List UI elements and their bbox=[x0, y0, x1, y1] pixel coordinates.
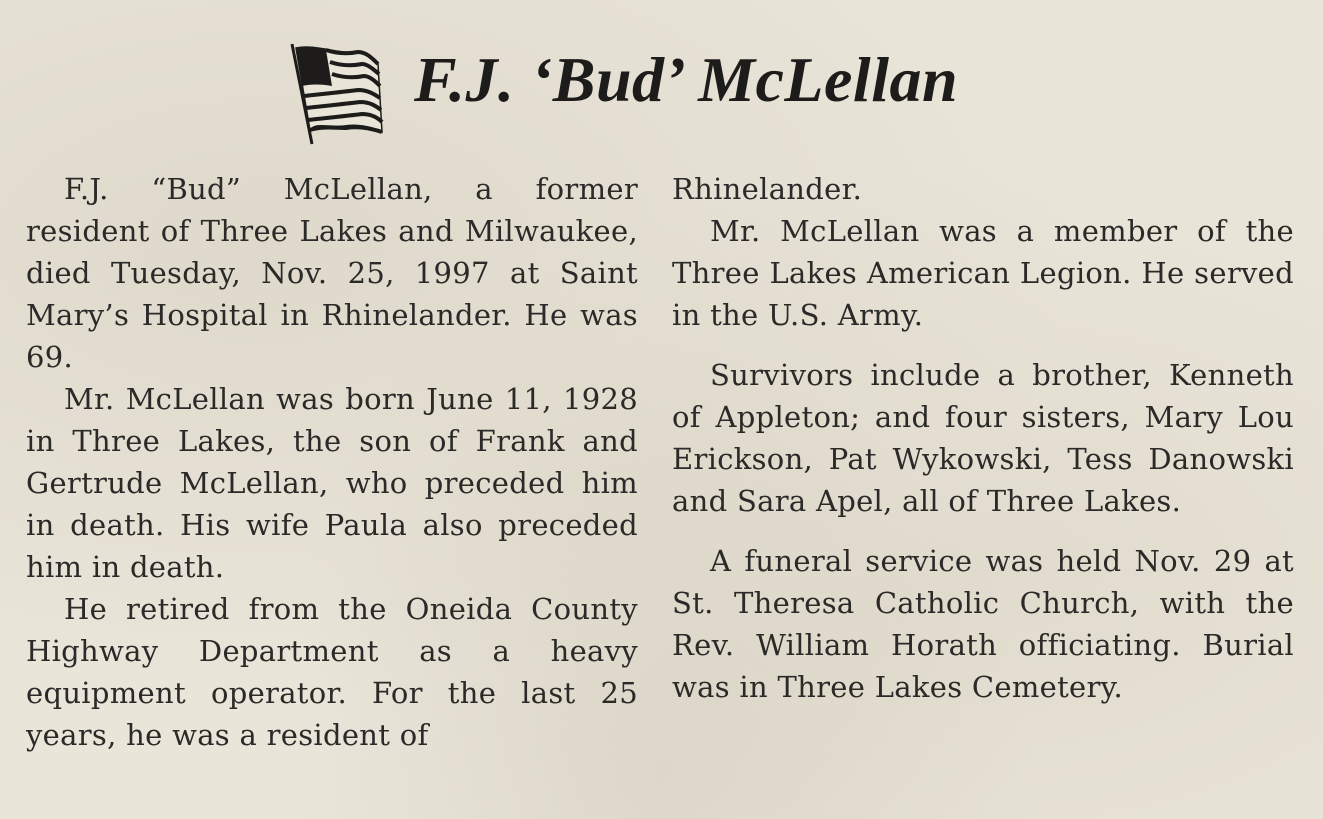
right-column bbox=[672, 168, 1294, 708]
left-column bbox=[26, 168, 638, 756]
paragraph-military: Mr. McLellan was a member of the Three Lakes American Legion. He served in the U.S. Army. bbox=[672, 214, 1294, 332]
obituary-headline: F.J. ‘Bud’ McLellan bbox=[414, 44, 959, 115]
paragraph-birth: Mr. McLellan was born June 11, 1928 in Three Lakes, the son of Frank and Gertrude McLellan, who preceded him in death. His wife Paula also preceded him in death. bbox=[26, 382, 638, 584]
paragraph-career: He retired from the Oneida County Highway Department as a heavy equipment operator. For the last 25 years, he was a resident of bbox=[26, 592, 638, 752]
paragraph-survivors: Survivors include a brother, Kenneth of Appleton; and four sisters, Mary Lou Erickson, Pat Wykowski, Tess Danowski and Sara Apel, all of Three Lakes. bbox=[672, 358, 1294, 518]
paragraph-funeral: A funeral service was held Nov. 29 at St. Theresa Catholic Church, with the Rev. William Horath officiating. Burial was in Three Lakes Cemetery. bbox=[672, 544, 1294, 704]
paragraph-career-continued: Rhinelander. bbox=[672, 172, 863, 206]
paragraph-intro: F.J. “Bud” McLellan, a former resident of Three Lakes and Milwaukee, died Tuesday, Nov. 25, 1997 at Saint Mary’s Hospital in Rhinelander. He was 69. bbox=[26, 172, 638, 374]
american-flag-icon bbox=[286, 40, 386, 150]
